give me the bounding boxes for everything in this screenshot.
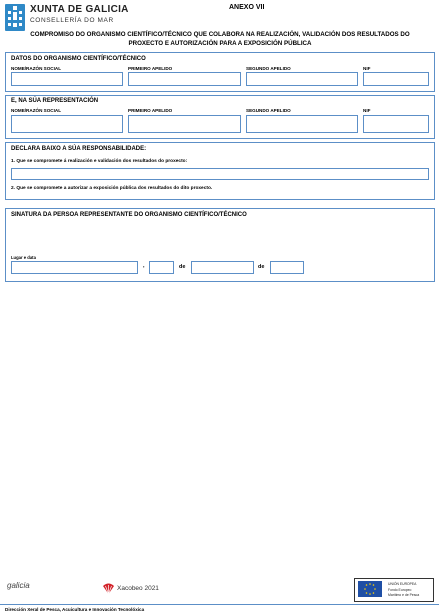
rep-first-surname-field[interactable] (128, 115, 241, 133)
section-representative (5, 95, 435, 139)
label-name: NOME/RAZÓN SOCIAL (11, 66, 62, 71)
org-nif-field[interactable] (363, 72, 429, 86)
xacobeo-scallop-icon (102, 582, 115, 600)
rep-second-surname-field[interactable] (246, 115, 358, 133)
page-title (10, 30, 430, 48)
label-first-surname: PRIMEIRO APELIDO (128, 66, 173, 71)
title-line-2: PROXECTO E AUTORIZACIÓN PARA A EXPOSICIÓN PÚBLICA (128, 40, 312, 47)
declaration-item-1: 1. Que se compromete á realización e validación dos resultados do proxecto: (11, 159, 188, 164)
label-nif: NIF (363, 66, 371, 71)
label-second-surname: SEGUNDO APELIDO (246, 108, 291, 113)
month-field[interactable] (191, 261, 254, 274)
org-name-field[interactable] (11, 72, 123, 86)
rep-nif-field[interactable] (363, 115, 429, 133)
declaration-item-2: 2. Que se compromete a autorizar a exposición pública dos resultados do dito proxecto. (11, 186, 213, 191)
label-second-surname: SEGUNDO APELIDO (246, 66, 291, 71)
eu-text-line-2: Fondo Europeo (388, 588, 412, 592)
section-title: DATOS DO ORGANISMO CIENTÍFICO/TÉCNICO (11, 56, 146, 62)
title-line-1: COMPROMISO DO ORGANISMO CIENTÍFICO/TÉCNICO QUE COLABORA NA REALIZACIÓN, VALIDACIÓN DOS RESULTADOS DO (30, 31, 410, 38)
footer-divider (0, 604, 439, 605)
label-name: NOME/RAZÓN SOCIAL (11, 108, 62, 113)
section-organism-data (5, 52, 435, 92)
label-nif: NIF (363, 108, 371, 113)
rep-name-field[interactable] (11, 115, 123, 133)
org-subtitle: CONSELLERÍA DO MAR (30, 17, 114, 24)
label-first-surname: PRIMEIRO APELIDO (128, 108, 173, 113)
year-field[interactable] (270, 261, 304, 274)
declaration-field-1[interactable] (11, 168, 429, 180)
place-date-label: Lugar e data (11, 255, 36, 260)
place-field[interactable] (11, 261, 138, 274)
footer-directorate: Dirección Xeral de Pesca, Acuicultura e Innovación Tecnolóxica (5, 607, 145, 612)
xunta-crest-icon (5, 4, 25, 31)
section-signature (5, 208, 435, 282)
separator-comma: , (143, 263, 145, 269)
org-first-surname-field[interactable] (128, 72, 241, 86)
section-declaration (5, 142, 435, 200)
eu-flag-icon (358, 581, 382, 597)
day-field[interactable] (149, 261, 174, 274)
separator-de-2: de (258, 264, 265, 270)
org-name: XUNTA DE GALICIA (30, 4, 129, 15)
section-title: DECLARA BAIXO A SÚA RESPONSABILIDADE: (11, 146, 147, 152)
section-title: SINATURA DA PERSOA REPRESENTANTE DO ORGANISMO CIENTÍFICO/TÉCNICO (11, 212, 247, 218)
org-second-surname-field[interactable] (246, 72, 358, 86)
separator-de-1: de (179, 264, 186, 270)
annex-label: ANEXO VII (229, 4, 265, 11)
section-title: E, NA SÚA REPRESENTACIÓN (11, 98, 99, 104)
eu-text-line-3: Marítimo e de Pesca (388, 593, 420, 597)
galicia-logo: galicia (7, 581, 30, 590)
eu-text-line-1: UNIÓN EUROPEA (388, 582, 417, 586)
xacobeo-logo-text: Xacobeo 2021 (117, 585, 159, 592)
